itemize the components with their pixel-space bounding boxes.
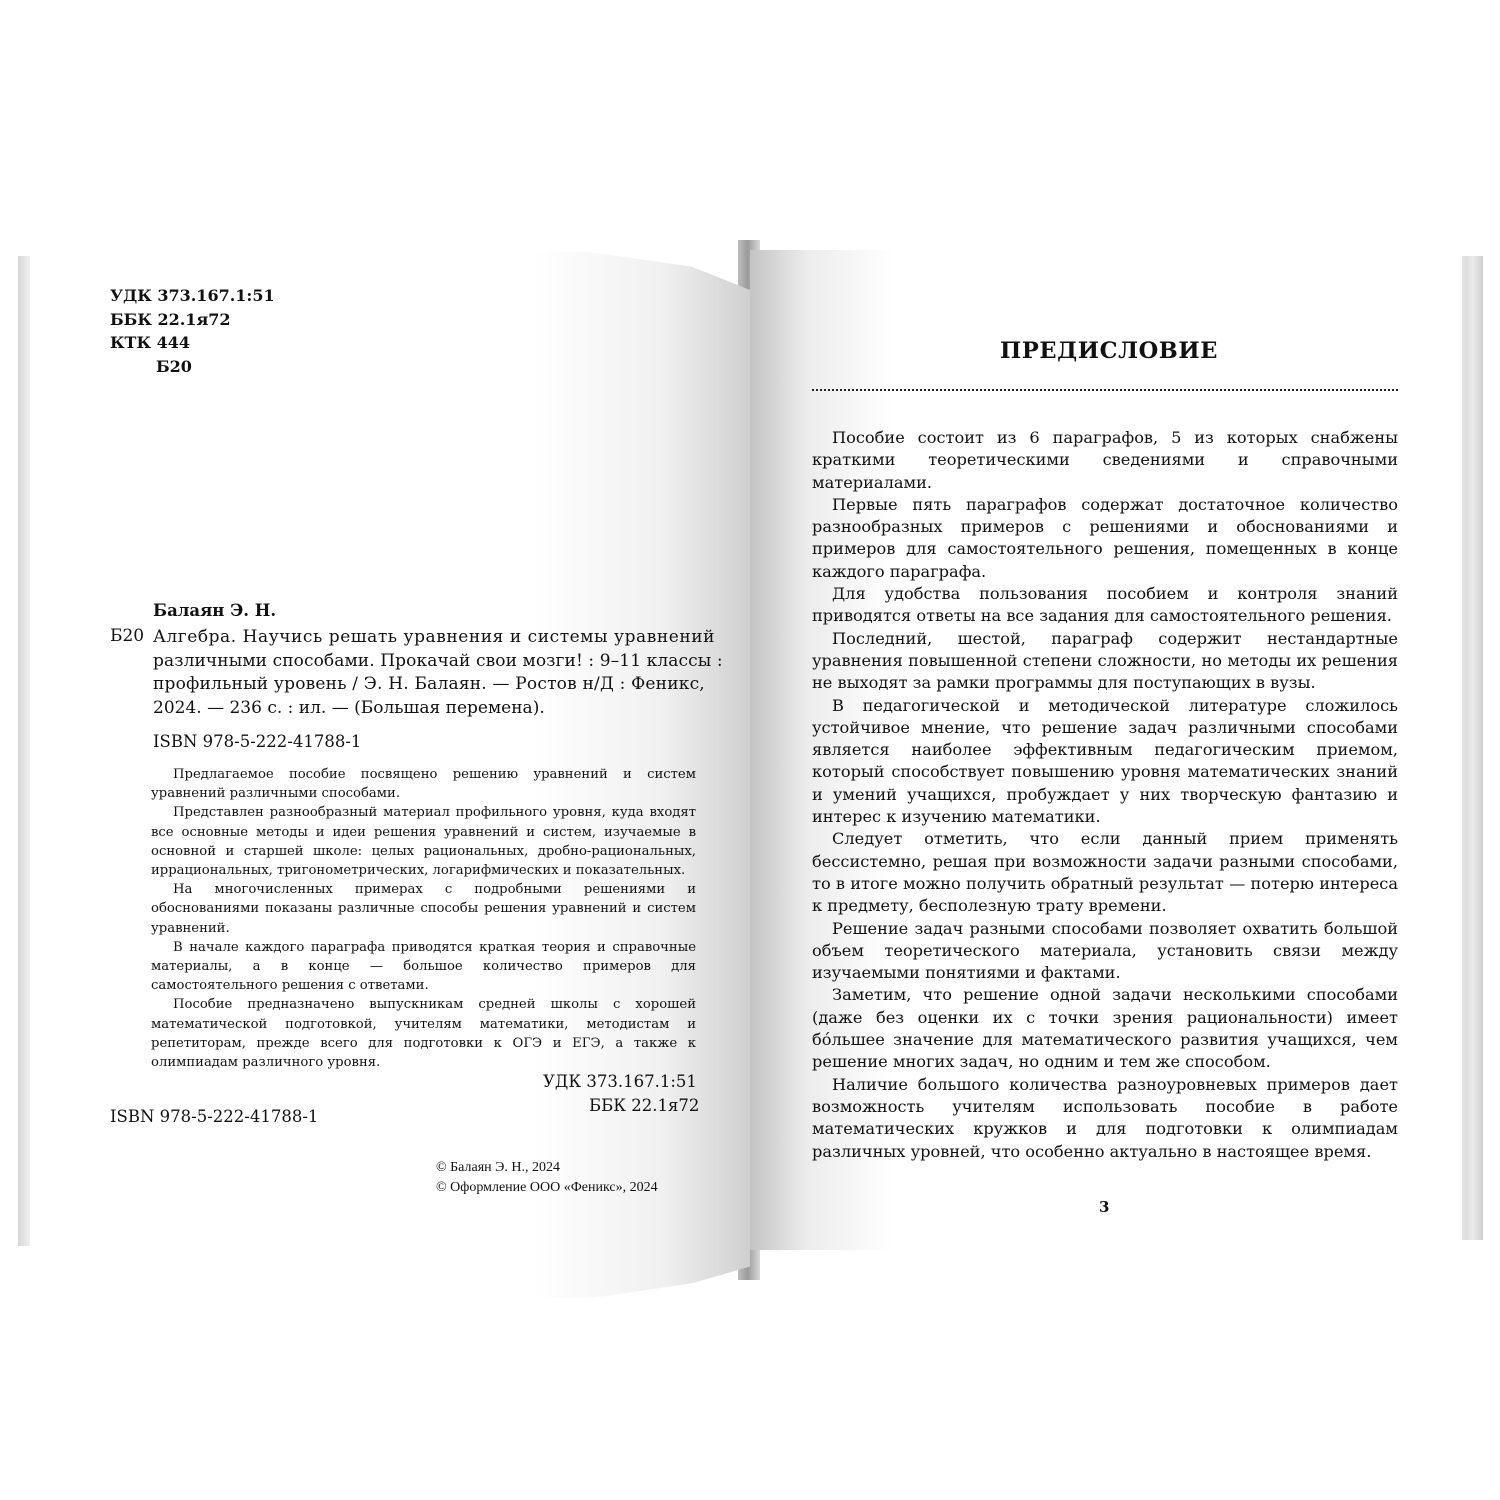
preface-paragraph: Первые пять параграфов содержат достаточное количество разнообразных примеров с решениями и обоснованиями и примеров для самостоятельного решения, помещенных в конце каждого параграфа. — [812, 494, 1398, 581]
author-mark: Б20 — [156, 356, 192, 376]
annotation-paragraph: В начале каждого параграфа приводятся краткая теория и справочные материалы, а в конце — большое количество примеров для самостоятельного решения с ответами. — [151, 939, 696, 994]
isbn-bottom: ISBN 978-5-222-41788-1 — [110, 1107, 319, 1126]
isbn-top: ISBN 978-5-222-41788-1 — [153, 732, 362, 751]
preface-paragraph: Последний, шестой, параграф содержит нестандартные уравнения повышенной степени сложности, но методы их решения не выходят за рамки программы для поступающих в вузы. — [812, 628, 1398, 693]
biblio-line: профильный уровень / Э. Н. Балаян. — Ростов н/Д : Феникс, — [153, 674, 705, 694]
annotation-paragraph: На многочисленных примерах с подробными решениями и обоснованиями показаны различные способы решения уравнений и систем уравнений. — [151, 882, 696, 936]
udk-code: УДК 373.167.1:51 — [110, 286, 275, 305]
biblio-line: различными способами. Прокачай свои мозги! : 9–11 классы : — [153, 650, 723, 671]
classification-codes — [110, 284, 275, 378]
preface-paragraph: Заметим, что решение одной задачи несколькими способами (даже без оценки их с точки зрения рациональности) имеет бóльшее значение для математического развития учащихся, чем решение многих задач, но одним и тем же способом. — [812, 985, 1398, 1072]
bbk-code: ББК 22.1я72 — [110, 309, 231, 329]
annotation — [151, 765, 696, 1072]
preface-paragraph: Решение задач разными способами позволяет охватить большой объем теоретического материала, установить связи между изучаемыми понятиями и фактами. — [812, 918, 1398, 983]
preface-paragraph: Для удобства пользования пособием и контроля знаний приводятся ответы на все задания для самостоятельного решения. — [812, 584, 1398, 626]
udk-bottom: УДК 373.167.1:51 — [543, 1072, 697, 1091]
bbk-bottom: ББК 22.1я72 — [589, 1096, 700, 1115]
bibliographic-record — [153, 626, 723, 720]
annotation-paragraph: Представлен разнообразный материал профильного уровня, куда входят все основные методы и идеи решения уравнений и систем, изучаемые в основной и старшей школе: целых рациональных, дробно-рациональных, иррациональных, тригонометрических, логарифмических и показательных. — [151, 805, 696, 879]
biblio-line: Алгебра. Научись решать уравнения и системы уравнений — [153, 627, 715, 647]
preface-paragraph: В педагогической и методической литературе сложилось устойчивое мнение, что решение задач различными способами является наиболее эффективным педагогическим приемом, который способствует повышению уровня математических знаний и умений учащихся, пробуждает у них творческую фантазию и интерес к изучению математики. — [812, 695, 1398, 827]
annotation-paragraph: Пособие предназначено выпускникам средней школы с хорошей математической подготовкой, учителям математики, методистам и репетиторам, прежде всего для подготовки к ОГЭ и ЕГЭ, а также к олимпиадам различного уровня. — [151, 997, 696, 1071]
annotation-paragraph: Предлагаемое пособие посвящено решению уравнений и систем уравнений различными способами. — [151, 767, 696, 802]
preface-paragraph: Следует отметить, что если данный прием применять бессистемно, решая при возможности задачи разными способами, то в итоге можно получить обратный результат — потерю интереса к предмету, бесполезную трату времени. — [812, 829, 1398, 916]
preface-paragraph: Наличие большого количества разноуровневых примеров дает возможность учителям использовать пособие в работе математических кружков и для подготовки к олимпиадам различных уровней, что особенно актуально в настоящее время. — [812, 1074, 1398, 1161]
biblio-code-mark: Б20 — [110, 626, 145, 646]
preface-body — [812, 427, 1398, 1163]
copyright-design: © Оформление ООО «Феникс», 2024 — [436, 1180, 658, 1195]
page-number: 3 — [1099, 1198, 1110, 1216]
page-title: ПРЕДИСЛОВИЕ — [1000, 338, 1219, 364]
preface-paragraph: Пособие состоит из 6 параграфов, 5 из которых снабжены краткими теоретическими сведениями и справочными материалами. — [812, 428, 1398, 492]
copyright-author: © Балаян Э. Н., 2024 — [436, 1160, 560, 1175]
author-name: Балаян Э. Н. — [153, 601, 277, 620]
ktk-code: КТК 444 — [110, 333, 190, 352]
title-divider — [812, 389, 1398, 391]
biblio-line: 2024. — 236 с. : ил. — (Большая перемена). — [153, 697, 545, 718]
